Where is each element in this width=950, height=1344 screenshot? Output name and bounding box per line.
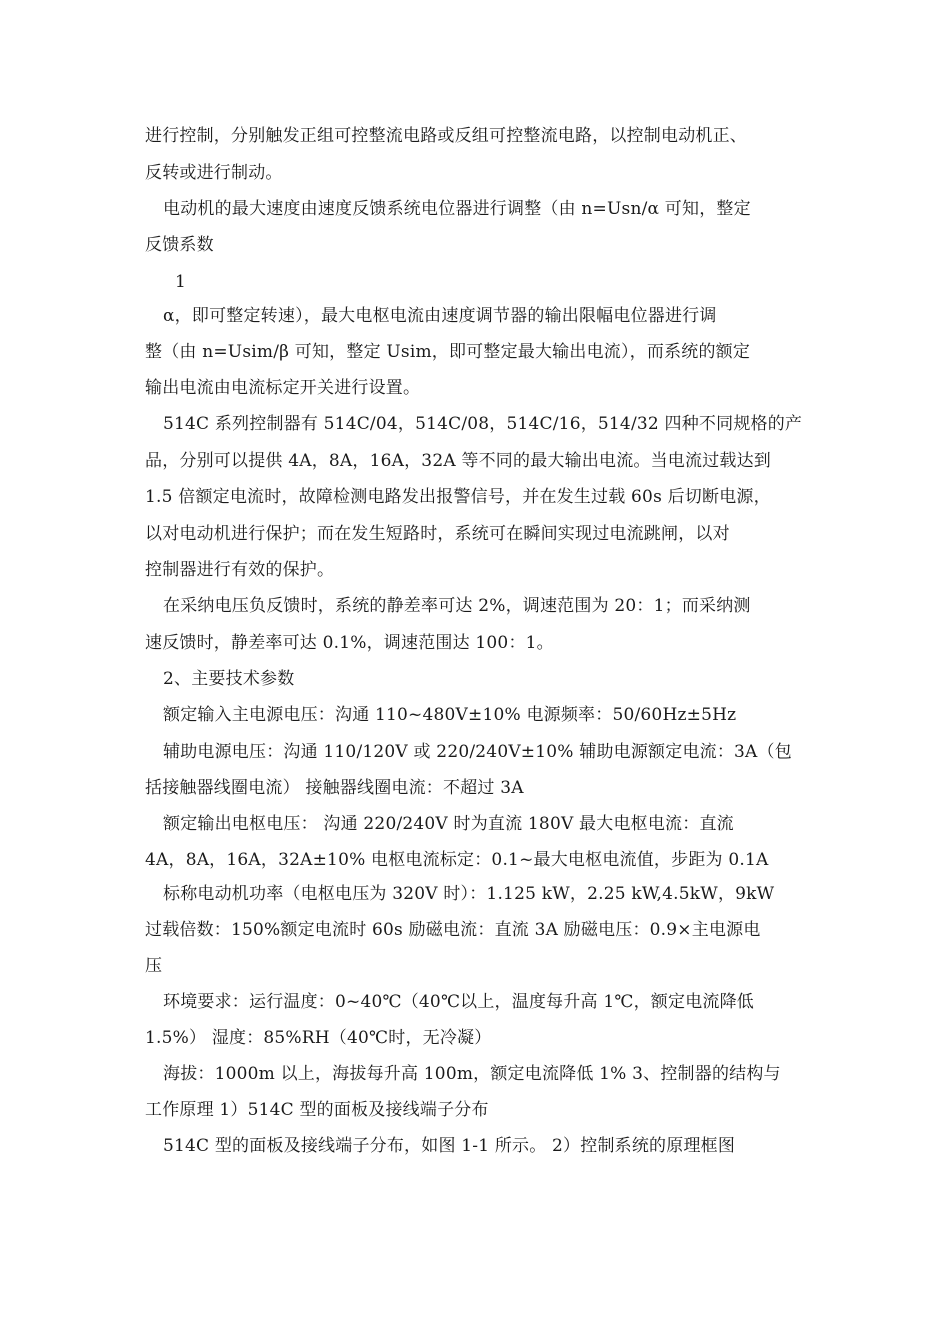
text-line: 压 [145,956,163,976]
text-line: 辅助电源电压：沟通 110/120V 或 220/240V±10% 辅助电源额定电流：3A（包 [163,742,792,762]
text-line: 额定输入主电源电压：沟通 110~480V±10% 电源频率：50/60Hz±5Hz [163,705,737,725]
text-line: 品，分别可以提供 4A，8A，16A，32A 等不同的最大输出电流。当电流过载达到 [145,451,772,471]
text-line: 标称电动机功率（电枢电压为 320V 时）：1.125 kW，2.25 kW,4.5kW，9kW [163,884,775,904]
text-line: α，即可整定转速），最大电枢电流由速度调节器的输出限幅电位器进行调 [163,306,717,326]
text-line: 工作原理 1）514C 型的面板及接线端子分布 [145,1100,489,1120]
text-line: 以对电动机进行保护；而在发生短路时，系统可在瞬间实现过电流跳闸，以对 [145,524,730,544]
text-line: 1 [175,272,187,292]
section-heading: 2、主要技术参数 [163,669,295,689]
text-line: 括接触器线圈电流） 接触器线圈电流：不超过 3A [145,778,524,798]
text-line: 输出电流由电流标定开关进行设置。 [145,378,421,398]
text-line: 整（由 n=Usim/β 可知，整定 Usim，即可整定最大输出电流），而系统的额定 [145,342,751,362]
text-line: 反转或进行制动。 [145,163,283,183]
text-line: 1.5 倍额定电流时，故障检测电路发出报警信号，并在发生过载 60s 后切断电源， [145,487,771,507]
text-line: 额定输出电枢电压： 沟通 220/240V 时为直流 180V 最大电枢电流：直流 [163,814,734,834]
text-line: 进行控制，分别触发正组可控整流电路或反组可控整流电路，以控制电动机正、 [145,126,747,146]
text-line: 环境要求：运行温度：0~40℃（40℃以上，温度每升高 1℃，额定电流降低 [163,992,754,1012]
text-line: 在采纳电压负反馈时，系统的静差率可达 2%，调速范围为 20：1；而采纳测 [163,596,751,616]
text-line: 反馈系数 [145,235,214,255]
text-line: 514C 系列控制器有 514C/04，514C/08，514C/16，514/32 四种不同规格的产 [163,414,803,434]
text-line: 1.5%） 湿度：85%RH（40℃时，无冷凝） [145,1028,492,1048]
text-line: 速反馈时，静差率可达 0.1%，调速范围达 100：1。 [145,633,554,653]
text-line: 海拔：1000m 以上，海拔每升高 100m，额定电流降低 1% 3、控制器的结构与 [163,1064,781,1084]
text-line: 514C 型的面板及接线端子分布，如图 1-1 所示。 2）控制系统的原理框图 [163,1136,736,1156]
text-line: 控制器进行有效的保护。 [145,560,335,580]
text-line: 4A，8A，16A，32A±10% 电枢电流标定：0.1~最大电枢电流值，步距为 0.1A [145,850,769,870]
text-line: 过载倍数：150%额定电流时 60s 励磁电流：直流 3A 励磁电压：0.9×主电源电 [145,920,761,940]
text-line: 电动机的最大速度由速度反馈系统电位器进行调整（由 n=Usn/α 可知，整定 [163,199,751,219]
